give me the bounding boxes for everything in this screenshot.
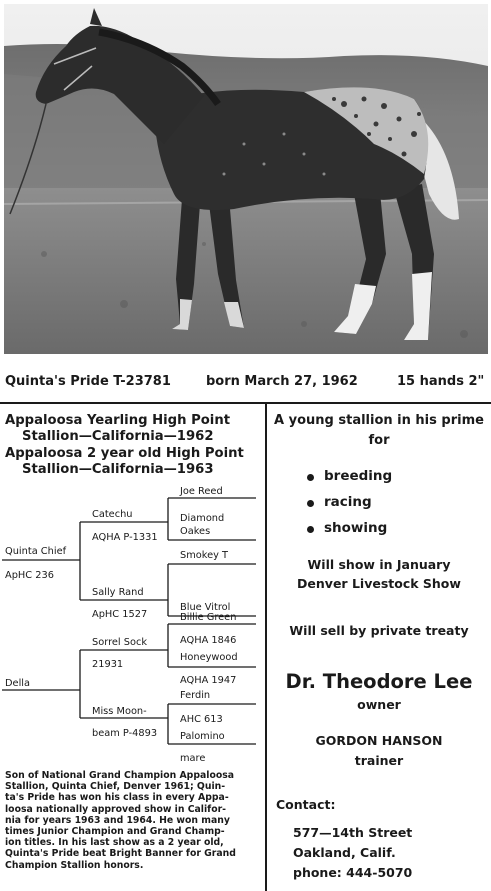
ancestor-billie-green: Billie Green [180, 612, 237, 623]
award-title-1: Appaloosa Yearling High Point [5, 413, 231, 428]
owner-name: Dr. Theodore Lee [285, 670, 473, 693]
tagline: A young stallion in his prime [274, 413, 484, 428]
dam-name: Della [5, 678, 31, 689]
column-divider [265, 404, 267, 891]
ancestor-aqha-1846: AQHA 1846 [180, 635, 237, 646]
use-showing: showing [324, 520, 388, 536]
ancestor-diamond-line2: Oakes [180, 526, 211, 537]
dam-sire-name: Sorrel Sock [92, 637, 148, 648]
bullet-icon [307, 474, 314, 481]
show-schedule-line2: Denver Livestock Show [297, 576, 461, 591]
address-city: Oakland, Calif. [293, 845, 396, 860]
contact-label: Contact: [276, 797, 336, 812]
description-paragraph [5, 770, 261, 871]
description-line: Quinta's Pride beat Bright Banner for Grand [5, 848, 236, 860]
bullet-icon [307, 500, 314, 507]
show-schedule-line1: Will show in January [307, 557, 451, 572]
award-title-3: Appaloosa 2 year old High Point [5, 446, 244, 461]
headline-bar [0, 370, 491, 398]
ancestor-ferdin: Ferdin [180, 690, 211, 701]
use-racing: racing [324, 494, 372, 510]
description-line: nia for years 1963 and 1964. He won many [5, 814, 230, 826]
sire-sire-name: Catechu [92, 509, 133, 520]
description-line: Champion Stallion honors. [5, 859, 144, 871]
bullet-icon [307, 526, 314, 533]
description-line: ta's Pride has won his class in every Appa- [5, 792, 229, 804]
use-breeding: breeding [324, 468, 393, 484]
award-title-2: Stallion—California—1962 [22, 429, 214, 444]
description-line: Stallion, Quinta Chief, Denver 1961; Quin- [5, 781, 226, 793]
dam-dam-name-line1: Miss Moon- [92, 706, 147, 717]
horse-name-registration: Quinta's Pride T-23781 [5, 374, 171, 389]
description-line: times Junior Champion and Grand Champ- [5, 826, 225, 838]
tagline-for: for [368, 433, 390, 448]
ancestor-joe-reed: Joe Reed [180, 486, 223, 497]
ancestor-honeywood: Honeywood [180, 652, 238, 663]
description-line: ion titles. In his last show as a 2 year old, [5, 837, 224, 849]
ancestor-diamond-line1: Diamond [180, 513, 225, 524]
trainer-role: trainer [354, 753, 404, 768]
horse-illustration [4, 4, 488, 354]
birth-date: born March 27, 1962 [206, 374, 358, 389]
phone-number: phone: 444-5070 [293, 865, 413, 880]
ancestor-smokey-t: Smokey T [180, 550, 229, 561]
sire-dam-registration: ApHC 1527 [92, 609, 148, 620]
award-title-4: Stallion—California—1963 [22, 462, 214, 477]
pedigree-chart [0, 484, 262, 774]
description-line: loosa nationally approved show in Califor- [5, 803, 227, 815]
ancestor-ahc-613: AHC 613 [180, 714, 223, 725]
horse-photo [4, 4, 488, 354]
address-street: 577—14th Street [293, 825, 413, 840]
horse-height: 15 hands 2" [397, 374, 485, 389]
description-line: Son of National Grand Champion Appaloosa [5, 770, 235, 781]
sire-dam-name: Sally Rand [92, 587, 144, 598]
ancestor-blue-vitrol: Blue Vitrol [180, 602, 231, 613]
dam-sire-registration: 21931 [92, 659, 124, 670]
sire-registration: ApHC 236 [5, 570, 54, 581]
ancestor-aqha-1947: AQHA 1947 [180, 675, 237, 686]
ancestor-mare: mare [180, 753, 206, 764]
trainer-name: GORDON HANSON [315, 733, 443, 748]
sire-sire-registration: AQHA P-1331 [92, 532, 158, 543]
owner-role: owner [357, 697, 401, 712]
dam-dam-name-line2: beam P-4893 [92, 728, 158, 739]
sire-name: Quinta Chief [5, 546, 67, 557]
ancestor-palomino: Palomino [180, 731, 225, 742]
sale-terms: Will sell by private treaty [289, 623, 469, 638]
section-divider [0, 402, 491, 404]
